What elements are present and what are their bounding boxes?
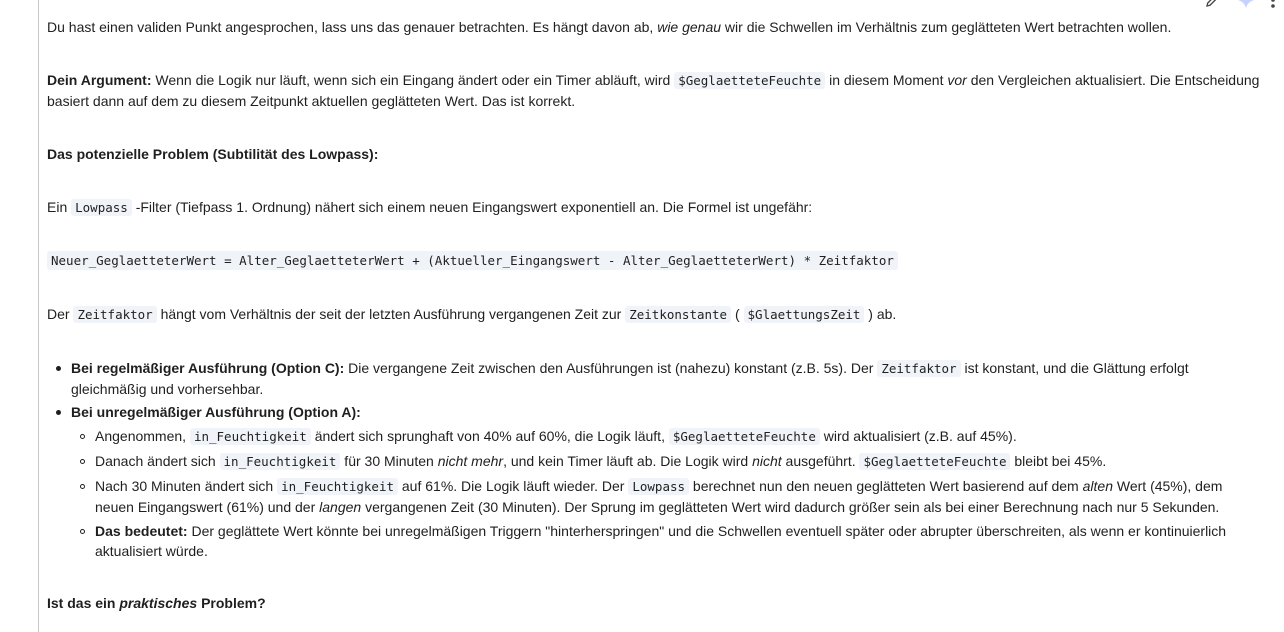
more-vert-icon[interactable]: [1270, 0, 1276, 12]
paragraph-zeitfaktor: [47, 304, 896, 325]
paragraph-intro: [47, 17, 1171, 38]
inline-code: $GeglaetteteFeuchte: [669, 428, 820, 445]
heading-text: Ist das ein: [47, 595, 120, 611]
text: Angenommen,: [95, 428, 190, 444]
text: hängt vom Verhältnis der seit der letzten Ausführung vergangenen Zeit zur: [156, 306, 626, 322]
text: Nach 30 Minuten ändert sich: [95, 478, 278, 494]
inline-code: $GlaettungsZeit: [744, 306, 865, 323]
text: vergangenen Zeit (30 Minuten). Der Sprung im geglätteten Wert wird dadurch größer sein als bei einer Berechnung nach nur 5 Sekunden.: [361, 499, 1220, 515]
paragraph-lowpass: [47, 197, 812, 218]
text: Der: [47, 306, 74, 322]
text: Wenn die Logik nur läuft, wenn sich ein Eingang ändert oder ein Timer abläuft, wird: [151, 72, 675, 88]
sub-bullet-marker: [80, 529, 85, 534]
sub-bullet-marker: [80, 459, 85, 464]
sub-item-1: [95, 426, 1017, 447]
bullet-marker: [56, 410, 61, 415]
inline-code: Lowpass: [71, 199, 132, 216]
text: basiert dann auf dem zu diesem Zeitpunkt aktuellen geglätteten Wert. Das ist korrekt.: [47, 93, 576, 109]
emphasis: nicht: [752, 453, 782, 469]
text: bleibt bei 45%.: [1010, 453, 1107, 469]
text: neuen Eingangswert (61%) und der: [95, 499, 320, 515]
text: Wert (45%), dem: [1112, 478, 1223, 494]
emphasis: langen: [319, 499, 362, 515]
heading-practical: [47, 593, 266, 614]
inline-code: in_Feuchtigkeit: [220, 453, 341, 470]
pencil-icon[interactable]: [1204, 0, 1222, 12]
text: wir die Schwellen im Verhältnis zum geglätteten Wert betrachten wollen.: [721, 19, 1172, 35]
text: ) ab.: [864, 306, 897, 322]
inline-code: in_Feuchtigkeit: [277, 478, 398, 495]
text: ausgeführt.: [781, 453, 860, 469]
emphasis: nicht mehr: [437, 453, 504, 469]
emphasis: vor: [947, 72, 967, 88]
inline-code: Lowpass: [628, 478, 689, 495]
emphasis: alten: [1082, 478, 1113, 494]
sub-item-3: [95, 476, 1222, 497]
formula-block: [47, 250, 898, 271]
text: auf 61%. Die Logik läuft wieder. Der: [398, 478, 629, 494]
text: ist konstant, und die Glättung erfolgt: [960, 360, 1189, 376]
paragraph-argument: [47, 70, 1259, 91]
text: Du hast einen validen Punkt angesprochen, lass uns das genauer betrachten. Es hängt davon ab,: [47, 19, 658, 35]
text: wird aktualisiert (z.B. auf 45%).: [819, 428, 1017, 444]
sub-bullet-marker: [80, 484, 85, 489]
text: aktualisiert würde.: [95, 543, 208, 559]
text: , und kein Timer läuft ab. Die Logik wird: [503, 453, 753, 469]
sub-item-4-line2: [95, 541, 208, 562]
bullet-marker: [56, 366, 61, 371]
list-item-option-c: [71, 358, 1189, 379]
bold-label: Bei regelmäßiger Ausführung (Option C):: [71, 360, 345, 376]
text: in diesem Moment: [825, 72, 948, 88]
text: Danach ändert sich: [95, 453, 220, 469]
list-item-option-c-line2: [71, 379, 263, 400]
bold-label: Dein Argument:: [47, 72, 152, 88]
inline-code: Zeitfaktor: [877, 360, 960, 377]
bold-label: Bei unregelmäßiger Ausführung (Option A):: [71, 404, 361, 420]
text: -Filter (Tiefpass 1. Ordnung) nähert sich einem neuen Eingangswert exponentiell an. Die Formel ist ungefähr:: [131, 199, 813, 215]
text: Der geglättete Wert könnte bei unregelmäßigen Triggern "hinterherspringen" und die Schwellen eventuell später oder abrupter überschreiten, als wenn er kontinuierlich: [187, 523, 1227, 539]
paragraph-argument-line2: [47, 91, 575, 112]
sub-bullet-marker: [80, 434, 85, 439]
conversation-frame-line: [38, 0, 39, 632]
text: Die vergangene Zeit zwischen den Ausführungen ist (nahezu) konstant (z.B. 5s). Der: [344, 360, 878, 376]
bold-label: Das bedeutet:: [95, 523, 188, 539]
text: den Vergleichen aktualisiert. Die Entscheidung: [966, 72, 1260, 88]
text: (: [731, 306, 744, 322]
heading-text: Problem?: [197, 595, 266, 611]
sub-item-3-line2: [95, 497, 1219, 518]
text: für 30 Minuten: [340, 453, 438, 469]
inline-code: Zeitkonstante: [625, 306, 731, 323]
heading-text: Das potenzielle Problem (Subtilität des Lowpass):: [47, 146, 379, 162]
sub-item-2: [95, 451, 1106, 472]
sub-item-4: [95, 521, 1226, 542]
text: gleichmäßig und vorhersehbar.: [71, 381, 264, 397]
inline-code: Zeitfaktor: [73, 306, 156, 323]
heading-problem: [47, 144, 378, 165]
inline-code: in_Feuchtigkeit: [190, 428, 311, 445]
inline-code: $GeglaetteteFeuchte: [859, 453, 1010, 470]
sparkle-icon[interactable]: [1236, 0, 1256, 13]
emphasis: wie genau: [657, 19, 722, 35]
emphasis: praktisches: [119, 595, 198, 611]
inline-code: $GeglaetteteFeuchte: [674, 72, 825, 89]
text: ändert sich sprunghaft von 40% auf 60%, die Logik läuft,: [310, 428, 669, 444]
message-actions: [1204, 0, 1276, 13]
text: berechnet nun den neuen geglätteten Wert basierend auf dem: [689, 478, 1083, 494]
formula-code: Neuer_GeglaetteterWert = Alter_GeglaetteterWert + (Aktueller_Eingangswert - Alter_GeglaetteterWert) * Zeitfaktor: [47, 251, 898, 270]
text: Ein: [47, 199, 72, 215]
list-item-option-a: [71, 402, 361, 423]
